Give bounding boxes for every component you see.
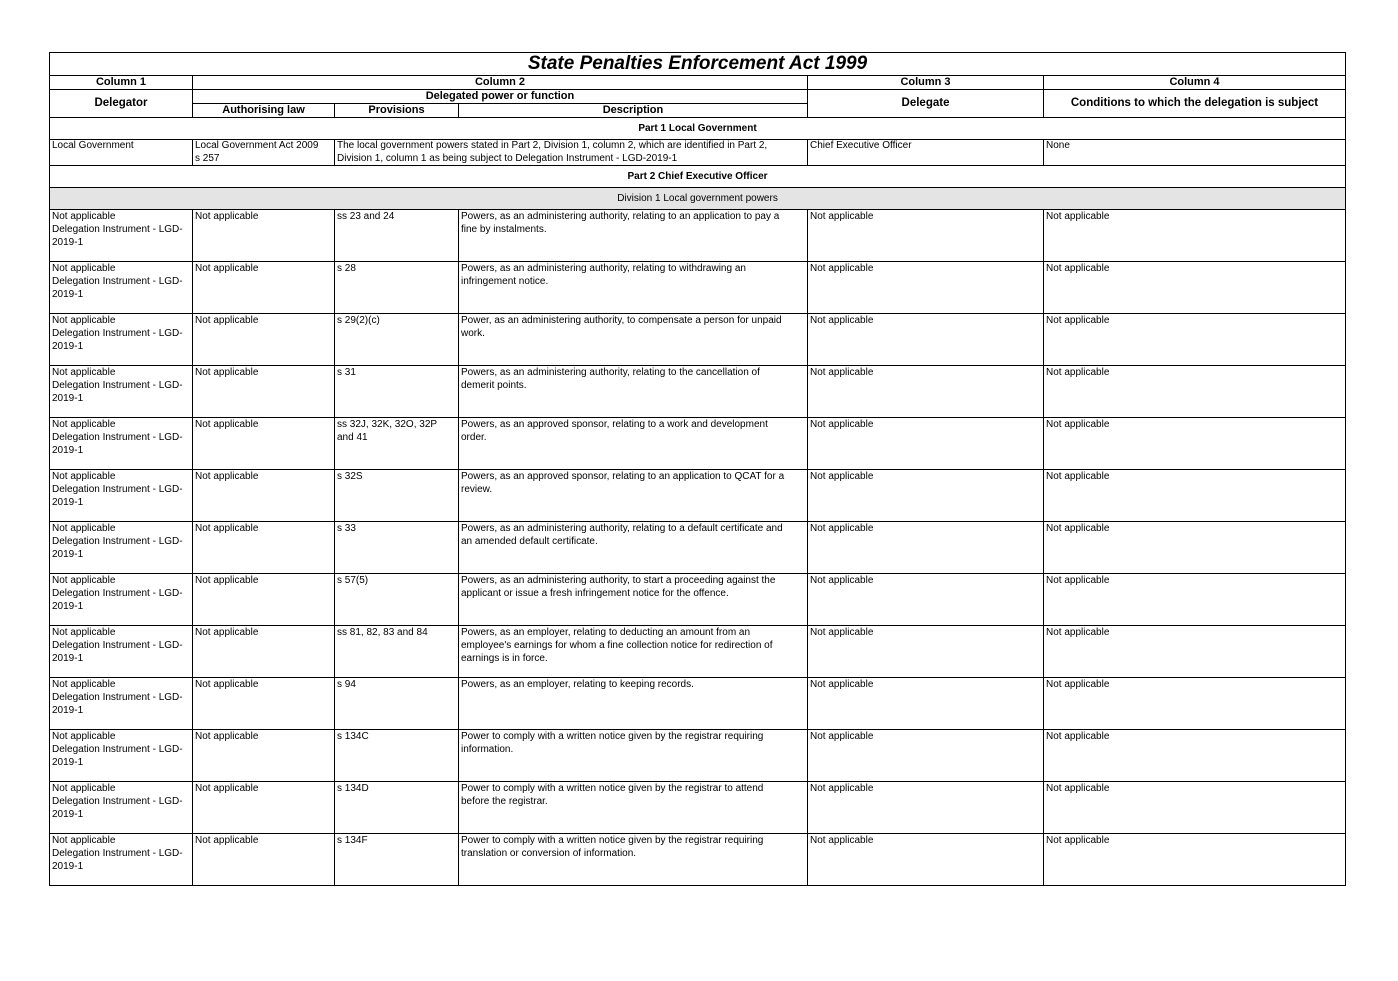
authorising-law-cell: Not applicable xyxy=(193,366,335,418)
authorising-law-cell: Not applicable xyxy=(193,522,335,574)
provisions-cell: s 33 xyxy=(335,522,459,574)
authorising-law-cell: Local Government Act 2009 s 257 xyxy=(193,140,335,166)
authorising-law-cell: Not applicable xyxy=(193,626,335,678)
provisions-header: Provisions xyxy=(335,104,459,118)
conditions-cell: Not applicable xyxy=(1044,730,1346,782)
delegate-cell: Not applicable xyxy=(808,626,1044,678)
document-title: State Penalties Enforcement Act 1999 xyxy=(50,53,1346,76)
delegate-cell: Not applicable xyxy=(808,262,1044,314)
provisions-cell: s 134C xyxy=(335,730,459,782)
description-cell: Powers, as an approved sponsor, relating to a work and development order. xyxy=(459,418,808,470)
authorising-law-cell: Not applicable xyxy=(193,782,335,834)
delegated-power-header: Delegated power or function xyxy=(193,90,808,104)
table-row xyxy=(50,730,1346,782)
authorising-law-cell: Not applicable xyxy=(193,470,335,522)
conditions-cell: Not applicable xyxy=(1044,626,1346,678)
table-row xyxy=(50,678,1346,730)
provisions-cell: s 32S xyxy=(335,470,459,522)
description-cell: Power to comply with a written notice given by the registrar requiring translation or conversion of information. xyxy=(459,834,808,886)
description-cell: Powers, as an administering authority, to start a proceeding against the applicant or issue a fresh infringement notice for the offence. xyxy=(459,574,808,626)
conditions-cell: Not applicable xyxy=(1044,834,1346,886)
table-row xyxy=(50,210,1346,262)
conditions-cell: Not applicable xyxy=(1044,262,1346,314)
conditions-cell: Not applicable xyxy=(1044,210,1346,262)
provisions-cell: s 57(5) xyxy=(335,574,459,626)
authorising-law-cell: Not applicable xyxy=(193,834,335,886)
delegate-cell: Not applicable xyxy=(808,574,1044,626)
delegation-table xyxy=(49,52,1346,886)
description-cell: Powers, as an administering authority, relating to the cancellation of demerit points. xyxy=(459,366,808,418)
table-row xyxy=(50,574,1346,626)
delegator-cell: Not applicable Delegation Instrument - LGD- 2019-1 xyxy=(50,470,193,522)
provisions-cell: ss 23 and 24 xyxy=(335,210,459,262)
delegate-cell: Not applicable xyxy=(808,730,1044,782)
delegator-cell: Not applicable Delegation Instrument - LGD- 2019-1 xyxy=(50,366,193,418)
column-3-header: Column 3 xyxy=(808,76,1044,90)
description-cell: Power to comply with a written notice given by the registrar to attend before the registrar. xyxy=(459,782,808,834)
provisions-cell: ss 32J, 32K, 32O, 32P and 41 xyxy=(335,418,459,470)
provisions-cell: ss 81, 82, 83 and 84 xyxy=(335,626,459,678)
division-1-heading: Division 1 Local government powers xyxy=(50,188,1346,210)
delegate-cell: Not applicable xyxy=(808,418,1044,470)
description-header: Description xyxy=(459,104,808,118)
delegator-cell: Not applicable Delegation Instrument - LGD- 2019-1 xyxy=(50,678,193,730)
delegator-cell: Not applicable Delegation Instrument - LGD- 2019-1 xyxy=(50,574,193,626)
authorising-law-header: Authorising law xyxy=(193,104,335,118)
conditions-cell: Not applicable xyxy=(1044,782,1346,834)
table-row xyxy=(50,314,1346,366)
part-1-heading: Part 1 Local Government xyxy=(50,118,1346,140)
table-row xyxy=(50,140,1346,166)
delegator-cell: Not applicable Delegation Instrument - LGD- 2019-1 xyxy=(50,522,193,574)
delegator-cell: Not applicable Delegation Instrument - LGD- 2019-1 xyxy=(50,834,193,886)
delegate-cell: Not applicable xyxy=(808,834,1044,886)
delegate-header: Delegate xyxy=(808,90,1044,118)
delegator-cell: Not applicable Delegation Instrument - LGD- 2019-1 xyxy=(50,262,193,314)
conditions-cell: Not applicable xyxy=(1044,678,1346,730)
table-row xyxy=(50,522,1346,574)
authorising-law-cell: Not applicable xyxy=(193,574,335,626)
table-row xyxy=(50,626,1346,678)
authorising-law-cell: Not applicable xyxy=(193,262,335,314)
conditions-cell: Not applicable xyxy=(1044,470,1346,522)
delegate-cell: Not applicable xyxy=(808,678,1044,730)
description-cell: Powers, as an administering authority, relating to an application to pay a fine by instalments. xyxy=(459,210,808,262)
delegate-cell: Chief Executive Officer xyxy=(808,140,1044,166)
provisions-cell: s 94 xyxy=(335,678,459,730)
description-cell: Powers, as an approved sponsor, relating to an application to QCAT for a review. xyxy=(459,470,808,522)
conditions-cell: None xyxy=(1044,140,1346,166)
table-row xyxy=(50,834,1346,886)
delegator-cell: Not applicable Delegation Instrument - LGD- 2019-1 xyxy=(50,782,193,834)
authorising-law-cell: Not applicable xyxy=(193,730,335,782)
column-4-header: Column 4 xyxy=(1044,76,1346,90)
part-2-heading: Part 2 Chief Executive Officer xyxy=(50,166,1346,188)
conditions-cell: Not applicable xyxy=(1044,366,1346,418)
delegator-cell: Not applicable Delegation Instrument - LGD- 2019-1 xyxy=(50,418,193,470)
delegator-header: Delegator xyxy=(50,90,193,118)
authorising-law-cell: Not applicable xyxy=(193,314,335,366)
delegate-cell: Not applicable xyxy=(808,522,1044,574)
delegator-cell: Not applicable Delegation Instrument - LGD- 2019-1 xyxy=(50,210,193,262)
table-row xyxy=(50,418,1346,470)
delegate-cell: Not applicable xyxy=(808,314,1044,366)
authorising-law-cell: Not applicable xyxy=(193,678,335,730)
conditions-cell: Not applicable xyxy=(1044,574,1346,626)
description-cell: Power to comply with a written notice given by the registrar requiring information. xyxy=(459,730,808,782)
conditions-cell: Not applicable xyxy=(1044,522,1346,574)
provisions-cell: s 28 xyxy=(335,262,459,314)
conditions-cell: Not applicable xyxy=(1044,418,1346,470)
authorising-law-cell: Not applicable xyxy=(193,210,335,262)
table-row xyxy=(50,262,1346,314)
delegate-cell: Not applicable xyxy=(808,470,1044,522)
description-cell: Powers, as an administering authority, relating to withdrawing an infringement notice. xyxy=(459,262,808,314)
delegator-cell: Not applicable Delegation Instrument - LGD- 2019-1 xyxy=(50,626,193,678)
delegate-cell: Not applicable xyxy=(808,210,1044,262)
table-row xyxy=(50,782,1346,834)
delegate-cell: Not applicable xyxy=(808,782,1044,834)
delegator-cell: Not applicable Delegation Instrument - LGD- 2019-1 xyxy=(50,730,193,782)
description-cell: Powers, as an employer, relating to deducting an amount from an employee's earnings for whom a fine collection notice for redirection of earnings is in force. xyxy=(459,626,808,678)
authorising-law-cell: Not applicable xyxy=(193,418,335,470)
delegator-cell: Local Government xyxy=(50,140,193,166)
provisions-cell: s 134D xyxy=(335,782,459,834)
delegator-cell: Not applicable Delegation Instrument - LGD- 2019-1 xyxy=(50,314,193,366)
description-cell: Power, as an administering authority, to compensate a person for unpaid work. xyxy=(459,314,808,366)
table-row xyxy=(50,366,1346,418)
conditions-cell: Not applicable xyxy=(1044,314,1346,366)
column-2-header: Column 2 xyxy=(193,76,808,90)
provisions-cell: s 134F xyxy=(335,834,459,886)
delegate-cell: Not applicable xyxy=(808,366,1044,418)
table-row xyxy=(50,470,1346,522)
conditions-header: Conditions to which the delegation is subject xyxy=(1044,90,1346,118)
column-1-header: Column 1 xyxy=(50,76,193,90)
description-cell: Powers, as an employer, relating to keeping records. xyxy=(459,678,808,730)
description-cell: Powers, as an administering authority, relating to a default certificate and an amended default certificate. xyxy=(459,522,808,574)
provisions-cell: s 31 xyxy=(335,366,459,418)
provisions-description-cell: The local government powers stated in Part 2, Division 1, column 2, which are identified in Part 2, Division 1, column 1 as being subject to Delegation Instrument - LGD-2019-1 xyxy=(335,140,808,166)
provisions-cell: s 29(2)(c) xyxy=(335,314,459,366)
